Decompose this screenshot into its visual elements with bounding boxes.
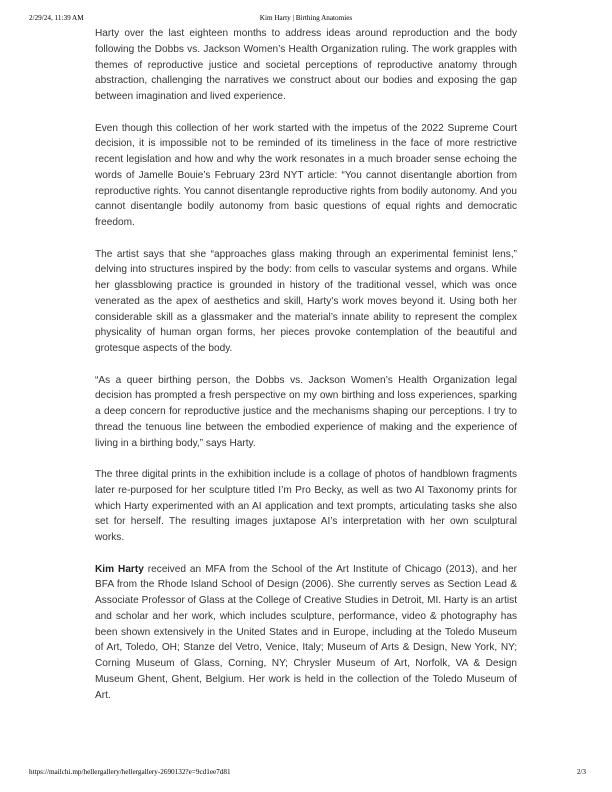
paragraph-artist-approach: The artist says that she “approaches glass making through an experimental feminist lens,” delving into structures inspired by the body: from cells to vascular systems and organs. While her glassblowing practice is grounded in history of the traditional vessel, which was once venerated as the apex of aesthetics and skill, Harty’s work moves beyond it. Using both her considerable skill as a glassmaker and the material’s innate ability to represent the complex physicality of human organ forms, her pieces provoke contemplation of the beautiful and grotesque aspects of the body. xyxy=(95,248,517,354)
bio-text: received an MFA from the School of the Art Institute of Chicago (2013), and her BFA from the Rhode Island School of Design (2006). She currently serves as Section Lead & Associate Professor of Glass at the College of Creative Studies in Detroit, MI. Harty is an artist and scholar and her work, which includes sculpture, performance, video & photography has been shown extensively in the United States and in Europe, including at the Toledo Museum of Art, Toledo, OH; Stanze del Vetro, Venice, Italy; Museum of Arts & Design, New York, NY; Corning Museum of Glass, Corning, NY; Chrysler Museum of Art, Norfolk, VA & Design Museum Ghent, Ghent, Belgium. Her work is held in the collection of the Toledo Museum of Art. xyxy=(95,563,517,701)
page-url[interactable]: https://mailchi.mp/hellergallery/hellergallery-2690132?e=9cd1ee7d81 xyxy=(29,768,231,776)
print-timestamp: 2/29/24, 11:39 AM xyxy=(29,14,84,22)
paragraph-context: Even though this collection of her work started with the impetus of the 2022 Supreme Court decision, it is impossible not to be reminded of its timeliness in the face of more restrictive recent legislation and how and why the work resonates in a much broader sense echoing the words of Jamelle Bouie’s February 23rd NYT article: “You cannot disentangle abortion from reproductive rights. You cannot disentangle reproductive rights from bodily autonomy. And you cannot disentangle bodily autonomy from basic questions of equal rights and democratic freedom. xyxy=(95,122,517,228)
bio-name: Kim Harty xyxy=(95,563,144,575)
article-body xyxy=(95,26,517,703)
paragraph-artist-quote: “As a queer birthing person, the Dobbs vs. Jackson Women’s Health Organization legal decision has prompted a fresh perspective on my own birthing and loss experiences, sparking a deep concern for reproductive justice and the mechanisms shaping our perceptions. I try to thread the tenuous line between the embodied experience of making and the experience of living in a birthing body,” says Harty. xyxy=(95,374,517,449)
paragraph-digital-prints: The three digital prints in the exhibition include is a collage of photos of handblown fragments later re-purposed for her sculpture titled I’m Pro Becky, as well as two AI Taxonomy prints for which Harty experimented with an AI application and text prompts, articulating tasks she also set for herself. The resulting images juxtapose AI’s interpretation with her own sculptural works. xyxy=(95,469,517,543)
page-number: 2/3 xyxy=(576,768,586,776)
paragraph-bio xyxy=(95,562,517,704)
paragraph-intro: Harty over the last eighteen months to address ideas around reproduction and the body following the Dobbs vs. Jackson Women’s Health Organization ruling. The work grapples with themes of reproductive justice and societal perceptions of reproductive anatomy through abstraction, challenging the narratives we construct about our bodies and exposing the gap between imagination and lived experience. xyxy=(95,28,517,102)
print-footer xyxy=(0,768,612,778)
print-header xyxy=(0,14,612,24)
page-title: Kim Harty | Birthing Anatomies xyxy=(259,14,353,22)
